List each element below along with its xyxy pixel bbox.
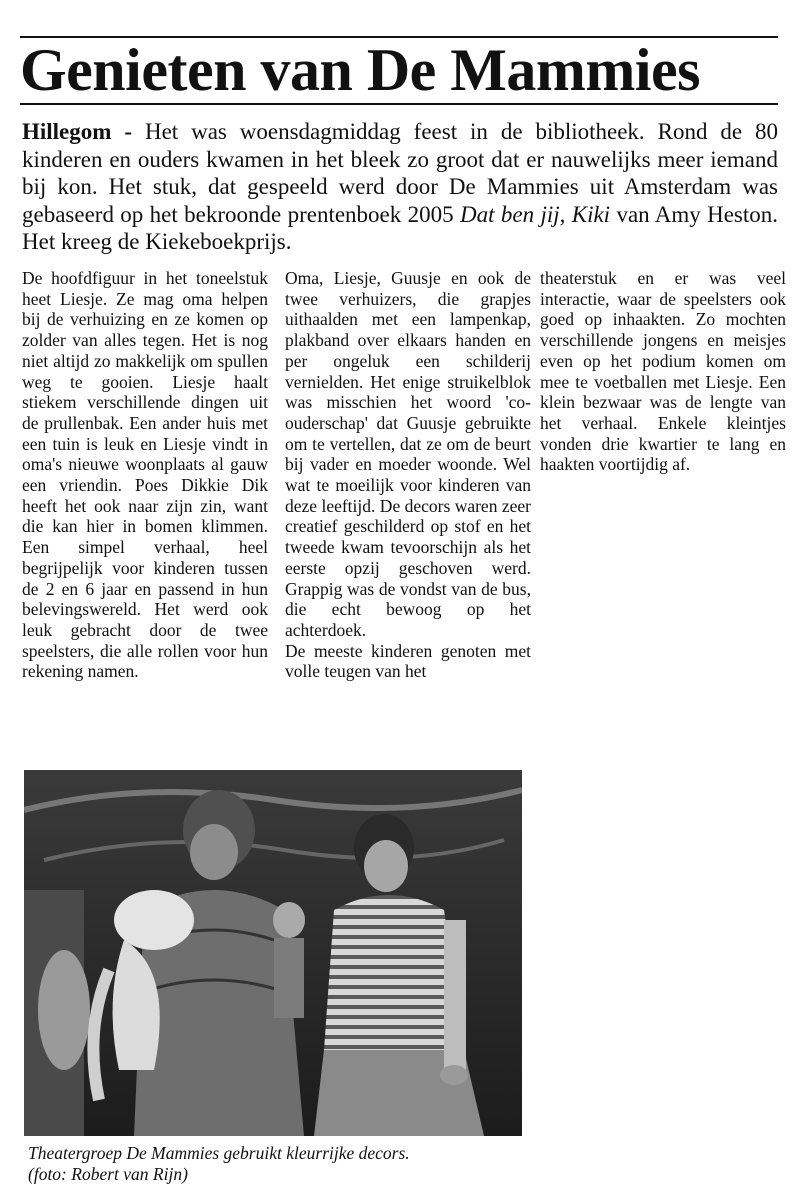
decor-object xyxy=(38,950,90,1070)
photo-illustration xyxy=(24,770,522,1136)
column-2-text: Oma, Liesje, Guusje en ook de twee verhuizers, die grapjes uithaalden met een lampenkap, plakband over elkaars handen en per ongeluk een schilderij vernielden. Het enige struikelblok was misschien het woord 'co-ouderschap' dat Guusje gebruikte om te vertellen, dat ze om de beurt bij vader en moeder woonde. Wel wat te moeilijk voor kinderen van deze leeftijd. De decors waren zeer creatief geschilderd op stof en het tweede kwam tevoorschijn als het eerste opzij geschoven werd. Grappig was de vondst van de bus, die echt bewoog op het achterdoek. xyxy=(285,268,531,640)
headline-rule xyxy=(20,103,778,105)
article-photo xyxy=(24,770,522,1136)
photo-credit: (foto: Robert van Rijn) xyxy=(28,1164,188,1184)
body-columns xyxy=(22,268,786,758)
intro-dateline: Hillegom - xyxy=(22,119,133,144)
photo-caption xyxy=(28,1143,528,1185)
intro-book-title: Dat ben jij, Kiki xyxy=(460,201,611,227)
caption-text: Theatergroep De Mammies gebruikt kleurrijke decors. xyxy=(28,1143,410,1163)
puppet-figure-background xyxy=(273,902,305,1018)
intro-paragraph xyxy=(22,118,778,256)
intro-text-1: Het was woensdagmiddag feest in de bibliotheek. Rond de 80 kinderen en ouders kwamen in het bleek zo groot dat er nauwelijks meer iemand bij kon. Het stuk, dat gespeeld werd door De Mammies uit Amsterdam was gebaseerd op het bekroonde prentenboek 2005 xyxy=(22,119,778,227)
intro-text-2: van Amy Heston. Het kreeg de Kiekeboekprijs. xyxy=(22,201,779,254)
column-1-text: De hoofdfiguur in het toneelstuk heet Liesje. Ze mag oma helpen bij de verhuizing en ze komen op zolder van alles tegen. Het is nog niet altijd zo makkelijk om spullen weg te gooien. Liesje haalt stiekem verschillende dingen uit de prullenbak. Een ander huis met een tuin is leuk en Liesje vindt in oma's nieuwe woonplaats al gauw een vriendin. Poes Dikkie Dik heeft het ook naar zijn zin, want die kan hier in bomen klimmen. Een simpel verhaal, heel begrijpelijk voor kinderen tussen de 2 en 6 jaar en passend in hun belevingswereld. Het werd ook leuk gebracht door de twee speelsters, die alle rollen voor hun rekening namen. xyxy=(22,268,268,682)
headline: Genieten van De Mammies xyxy=(20,37,701,103)
body-column-1 xyxy=(22,268,268,682)
column-2-text-continued: De meeste kinderen genoten met volle teugen van het xyxy=(285,640,531,682)
column-3-text: theaterstuk en er was veel interactie, waar de speelsters ook goed op inhaakten. Zo mochten verschillende jongens en meisjes even op het podium komen om mee te voetballen met Liesje. Een klein bezwaar was de lengte van het verhaal. Enkele kleintjes vonden drie kwartier te lang en haakten voortijdig af. xyxy=(540,268,786,475)
body-column-3 xyxy=(540,268,786,475)
body-column-2 xyxy=(285,268,531,682)
